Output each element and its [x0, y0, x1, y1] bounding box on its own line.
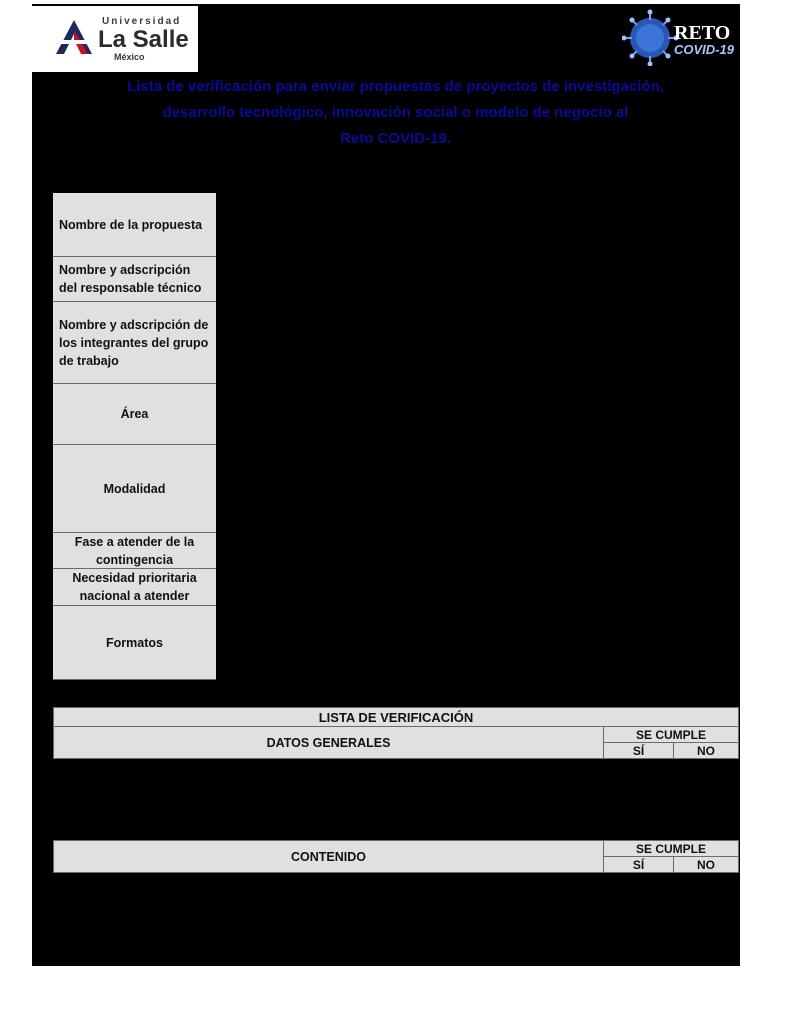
si-header-2: SÍ	[603, 856, 674, 873]
field-responsable-tecnico: Nombre y adscripción del responsable técnico	[53, 257, 216, 302]
field-area: Área	[53, 384, 216, 445]
checklist-title: LISTA DE VERIFICACIÓN	[53, 707, 739, 727]
reto-word: RETO	[674, 22, 731, 44]
title-line-2: desarrollo tecnológico, innovación social o modelo de negocio al	[162, 104, 629, 121]
se-cumple-header-2: SE CUMPLE	[603, 840, 739, 857]
field-nombre-propuesta: Nombre de la propuesta	[53, 193, 216, 257]
reto-covid-logo	[622, 8, 740, 66]
virus-icon	[622, 8, 682, 66]
document-title	[60, 74, 731, 152]
logo-universidad: Universidad	[102, 16, 182, 27]
se-cumple-header-1: SE CUMPLE	[603, 726, 739, 743]
logo-mexico: México	[114, 52, 145, 62]
field-necesidad-prioritaria: Necesidad prioritaria nacional a atender	[53, 569, 216, 606]
field-formatos: Formatos	[53, 606, 216, 680]
reto-covid-word: COVID-19	[674, 42, 734, 57]
section-contenido: CONTENIDO	[53, 840, 604, 873]
field-modalidad: Modalidad	[53, 445, 216, 533]
title-line-3: Reto COVID-19.	[340, 130, 451, 147]
si-header-1: SÍ	[603, 742, 674, 759]
la-salle-logo	[32, 6, 198, 72]
no-header-1: NO	[673, 742, 739, 759]
section-datos-generales: DATOS GENERALES	[53, 726, 604, 759]
logo-la-salle: La Salle	[98, 26, 189, 53]
title-line-1: Lista de verificación para enviar propuestas de proyectos de investigación,	[127, 78, 664, 95]
field-integrantes-grupo: Nombre y adscripción de los integrantes del grupo de trabajo	[53, 302, 216, 384]
la-salle-emblem-icon	[54, 18, 94, 58]
no-header-2: NO	[673, 856, 739, 873]
field-fase-contingencia: Fase a atender de la contingencia	[53, 533, 216, 569]
